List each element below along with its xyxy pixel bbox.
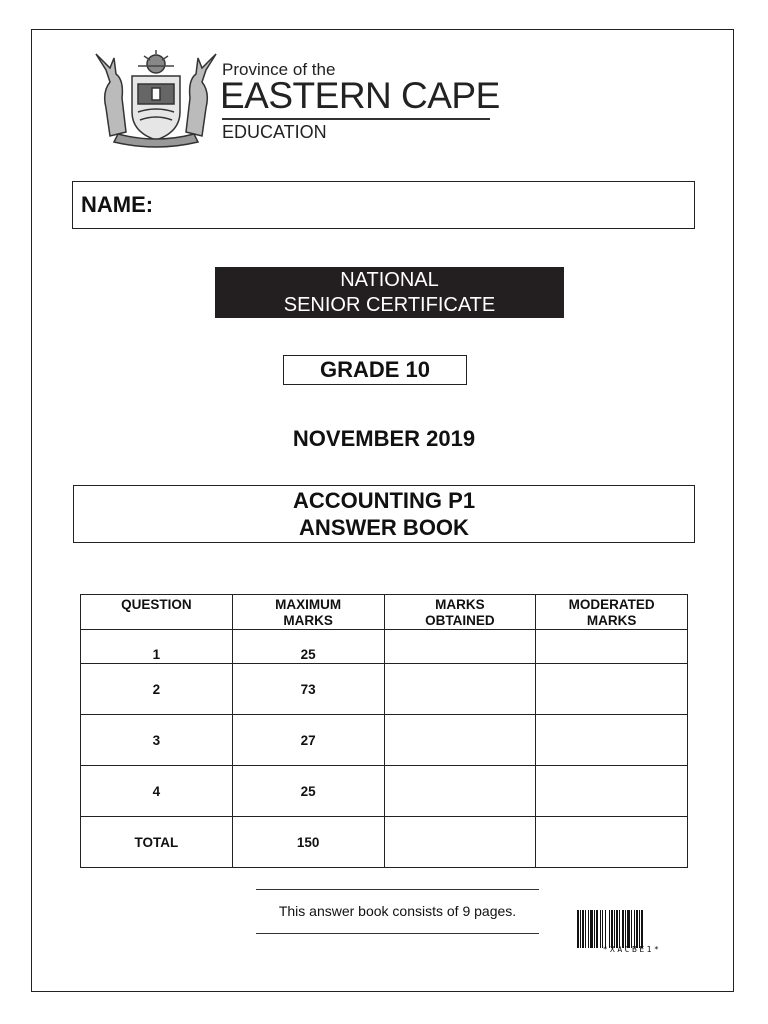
cell-moderated-marks[interactable] <box>536 715 688 766</box>
coat-of-arms-icon <box>88 48 224 152</box>
subject-title-box <box>73 485 695 543</box>
footer-rule-top <box>256 889 539 890</box>
subject-line-2: ANSWER BOOK <box>299 515 469 540</box>
barcode-text: *XACBE1* <box>602 945 662 954</box>
header-moderated-line1: MODERATED <box>568 597 655 612</box>
logo-line-education: EDUCATION <box>222 122 327 142</box>
footer-rule-bottom <box>256 933 539 934</box>
cell-moderated-marks[interactable] <box>536 630 688 664</box>
header-moderated-marks <box>536 595 688 630</box>
cell-max-marks: 27 <box>232 715 384 766</box>
cell-question: 4 <box>81 766 233 817</box>
cell-moderated-marks[interactable] <box>536 766 688 817</box>
table-row <box>81 715 688 766</box>
cell-marks-obtained[interactable] <box>384 715 536 766</box>
marks-table <box>80 594 688 868</box>
header-question <box>81 595 233 630</box>
header-moderated-line2: MARKS <box>586 613 637 628</box>
table-row <box>81 766 688 817</box>
cell-max-marks: 25 <box>232 630 384 664</box>
cell-max-marks: 25 <box>232 766 384 817</box>
table-row <box>81 664 688 715</box>
cell-marks-obtained[interactable] <box>384 630 536 664</box>
certificate-banner <box>215 267 564 318</box>
header-marks-obtained <box>384 595 536 630</box>
table-header-row <box>81 595 688 630</box>
cell-total-moderated[interactable] <box>536 817 688 868</box>
table-row <box>81 630 688 664</box>
cell-max-marks: 73 <box>232 664 384 715</box>
cell-marks-obtained[interactable] <box>384 766 536 817</box>
certificate-line-1: NATIONAL <box>340 269 439 291</box>
grade-label: GRADE 10 <box>283 355 467 385</box>
subject-line-1: ACCOUNTING P1 <box>292 488 476 513</box>
cell-question: 2 <box>81 664 233 715</box>
certificate-line-2: SENIOR CERTIFICATE <box>283 294 496 316</box>
logo-line-province: Province of the <box>222 60 336 79</box>
header-max-line1: MAXIMUM <box>275 597 342 612</box>
table-row-total <box>81 817 688 868</box>
cell-total-obtained[interactable] <box>384 817 536 868</box>
page-count-note: This answer book consists of 9 pages. <box>278 903 517 919</box>
cell-total-max: 150 <box>232 817 384 868</box>
cell-marks-obtained[interactable] <box>384 664 536 715</box>
name-field[interactable] <box>72 181 695 229</box>
header-maximum-marks <box>232 595 384 630</box>
logo-line-eastern-cape: EASTERN CAPE <box>220 75 500 116</box>
cell-total-label: TOTAL <box>81 817 233 868</box>
header-question-text: QUESTION <box>121 597 192 612</box>
cell-question: 3 <box>81 715 233 766</box>
name-label: NAME: <box>81 192 154 217</box>
cell-moderated-marks[interactable] <box>536 664 688 715</box>
exam-date: NOVEMBER 2019 <box>292 426 476 451</box>
header-obtained-line1: MARKS <box>435 597 485 612</box>
header-obtained-line2: OBTAINED <box>425 613 495 628</box>
logo-divider <box>222 118 490 120</box>
header-max-line2: MARKS <box>283 613 333 628</box>
cell-question: 1 <box>81 630 233 664</box>
